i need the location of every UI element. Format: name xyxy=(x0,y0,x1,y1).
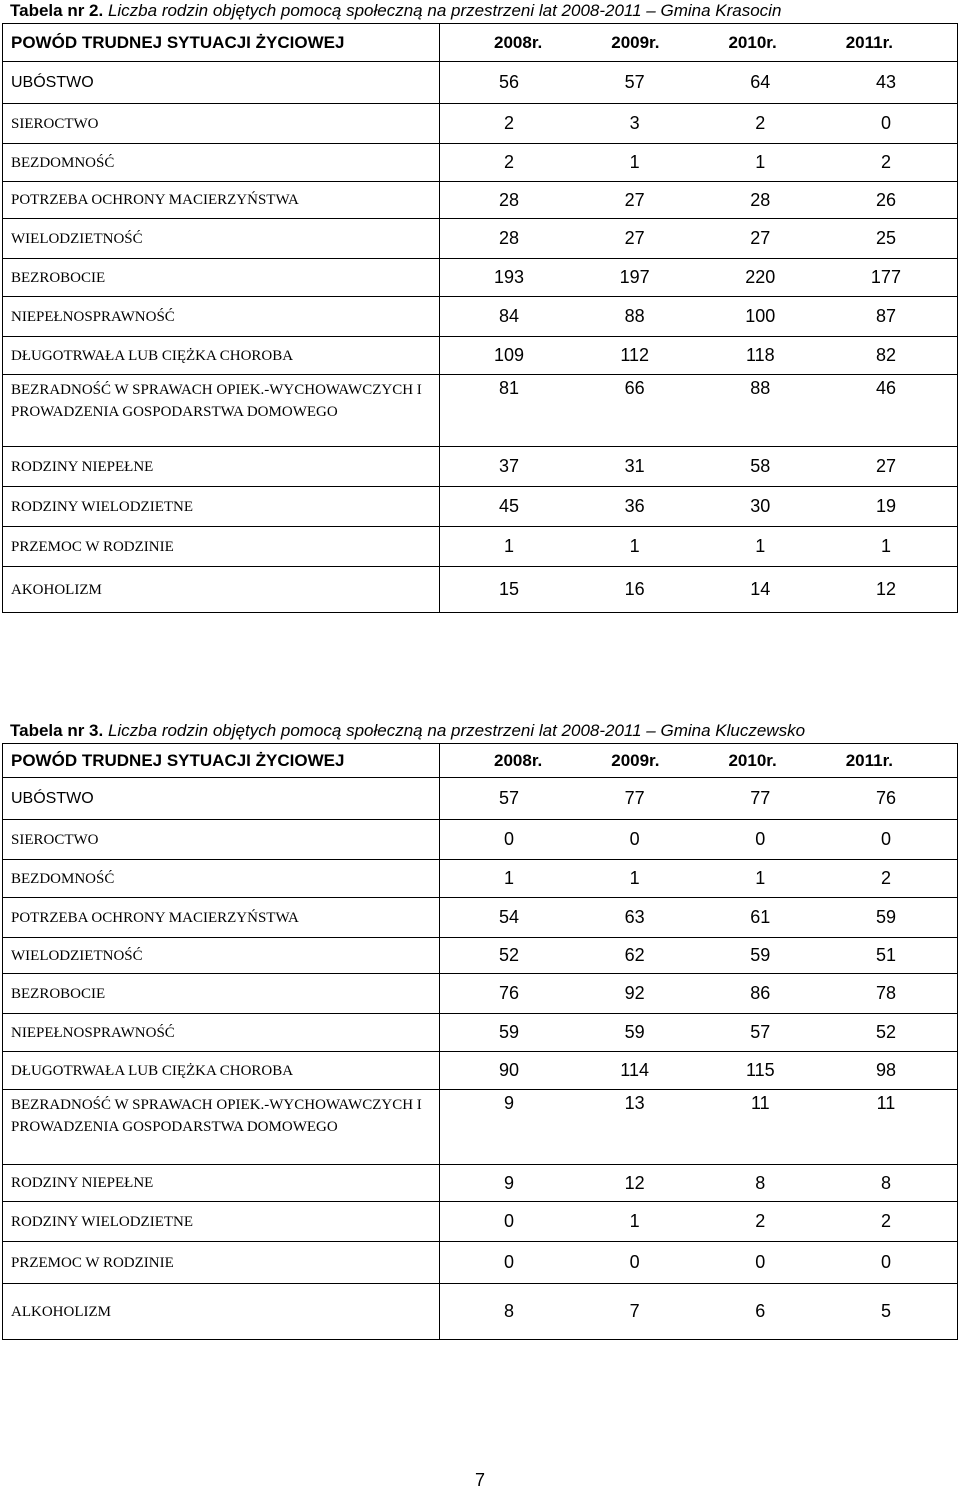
value-cell: 5 xyxy=(880,1301,891,1321)
row-reason: AKOHOLIZM xyxy=(3,567,440,613)
table-row xyxy=(3,938,958,974)
value-cell: 193 xyxy=(494,267,525,287)
table-row xyxy=(3,778,958,820)
table-row xyxy=(3,487,958,527)
header-year: 2009r. xyxy=(611,32,660,52)
value-cell: 0 xyxy=(880,1252,891,1272)
value-cell: 61 xyxy=(750,907,771,927)
value-cell: 1 xyxy=(755,536,766,556)
row-reason: WIELODZIETNOŚĆ xyxy=(3,219,440,259)
table-row xyxy=(3,1052,958,1090)
value-cell: 8 xyxy=(880,1172,891,1193)
value-cell: 88 xyxy=(750,378,771,398)
value-cell: 0 xyxy=(880,113,891,133)
row-values xyxy=(440,860,958,898)
value-cell: 14 xyxy=(750,579,771,599)
table-row xyxy=(3,1090,958,1165)
value-cell: 26 xyxy=(875,189,896,210)
row-reason: BEZRADNOŚĆ W SPRAWACH OPIEK.-WYCHOWAWCZYCH I PROWADZENIA GOSPODARSTWA DOMOWEGO xyxy=(3,375,440,447)
row-reason: NIEPEŁNOSPRAWNOŚĆ xyxy=(3,1014,440,1052)
row-reason: DŁUGOTRWAŁA LUB CIĘŻKA CHOROBA xyxy=(3,337,440,375)
value-cell: 3 xyxy=(629,113,640,133)
table-3-caption-label: Tabela nr 3. xyxy=(10,721,104,740)
value-cell: 31 xyxy=(624,456,645,476)
value-cell: 177 xyxy=(870,267,901,287)
row-reason: RODZINY WIELODZIETNE xyxy=(3,1202,440,1242)
value-cell: 87 xyxy=(875,306,896,326)
value-cell: 8 xyxy=(755,1172,766,1193)
value-cell: 15 xyxy=(498,579,520,599)
page-number: 7 xyxy=(474,1470,485,1490)
value-cell: 63 xyxy=(624,907,645,927)
value-cell: 0 xyxy=(503,1252,514,1272)
row-reason: POTRZEBA OCHRONY MACIERZYŃSTWA xyxy=(3,898,440,938)
header-years xyxy=(440,744,958,778)
value-cell: 0 xyxy=(503,1211,514,1231)
table-row xyxy=(3,1284,958,1340)
value-cell: 82 xyxy=(875,345,896,365)
table-3-header-row xyxy=(3,744,958,778)
row-values xyxy=(440,820,958,860)
value-cell: 77 xyxy=(624,788,645,808)
value-cell: 76 xyxy=(498,983,520,1003)
value-cell: 27 xyxy=(750,228,771,248)
row-values xyxy=(440,1014,958,1052)
value-cell: 13 xyxy=(624,1093,645,1113)
row-reason: ALKOHOLIZM xyxy=(3,1284,440,1340)
value-cell: 197 xyxy=(619,267,650,287)
row-values xyxy=(440,297,958,337)
row-reason: BEZROBOCIE xyxy=(3,259,440,297)
value-cell: 0 xyxy=(755,829,766,849)
value-cell: 0 xyxy=(880,829,891,849)
table-row xyxy=(3,527,958,567)
row-reason: BEZDOMNOŚĆ xyxy=(3,144,440,182)
table-row xyxy=(3,447,958,487)
value-cell: 90 xyxy=(498,1060,520,1080)
value-cell: 51 xyxy=(875,945,896,965)
row-values xyxy=(440,144,958,182)
row-reason: RODZINY WIELODZIETNE xyxy=(3,487,440,527)
row-values xyxy=(440,487,958,527)
header-reason: POWÓD TRUDNEJ SYTUACJI ŻYCIOWEJ xyxy=(3,24,440,62)
value-cell: 54 xyxy=(498,907,520,927)
header-year: 2011r. xyxy=(845,32,893,52)
value-cell: 1 xyxy=(629,868,640,888)
value-cell: 52 xyxy=(875,1022,896,1042)
value-cell: 8 xyxy=(503,1301,514,1321)
value-cell: 1 xyxy=(755,152,766,172)
row-reason: SIEROCTWO xyxy=(3,104,440,144)
value-cell: 115 xyxy=(745,1060,775,1080)
table-3-caption-text: Liczba rodzin objętych pomocą społeczną na przestrzeni lat 2008-2011 – Gmina Kluczewsko xyxy=(107,721,806,740)
row-reason: BEZRADNOŚĆ W SPRAWACH OPIEK.-WYCHOWAWCZYCH I PROWADZENIA GOSPODARSTWA DOMOWEGO xyxy=(3,1090,440,1165)
table-row xyxy=(3,182,958,219)
value-cell: 77 xyxy=(750,788,771,808)
table-row xyxy=(3,219,958,259)
value-cell: 45 xyxy=(498,496,520,516)
value-cell: 1 xyxy=(629,1211,640,1231)
row-reason: NIEPEŁNOSPRAWNOŚĆ xyxy=(3,297,440,337)
value-cell: 9 xyxy=(503,1093,514,1113)
table-row xyxy=(3,62,958,104)
table-row xyxy=(3,974,958,1014)
row-values xyxy=(440,259,958,297)
value-cell: 11 xyxy=(750,1093,770,1113)
value-cell: 28 xyxy=(498,228,520,248)
value-cell: 7 xyxy=(629,1301,640,1321)
value-cell: 1 xyxy=(880,536,891,556)
value-cell: 56 xyxy=(498,72,520,92)
value-cell: 27 xyxy=(624,228,645,248)
value-cell: 88 xyxy=(624,306,645,326)
row-values xyxy=(440,375,958,447)
row-values xyxy=(440,1202,958,1242)
table-row xyxy=(3,820,958,860)
row-values xyxy=(440,527,958,567)
header-year: 2008r. xyxy=(494,32,543,52)
row-values xyxy=(440,447,958,487)
value-cell: 62 xyxy=(624,945,645,965)
value-cell: 1 xyxy=(755,868,766,888)
row-values xyxy=(440,1242,958,1284)
row-values xyxy=(440,974,958,1014)
table-row xyxy=(3,259,958,297)
table-row xyxy=(3,1202,958,1242)
value-cell: 76 xyxy=(875,788,896,808)
value-cell: 64 xyxy=(750,72,771,92)
value-cell: 28 xyxy=(750,189,771,210)
table-2-header-row xyxy=(3,24,958,62)
value-cell: 59 xyxy=(750,945,771,965)
value-cell: 12 xyxy=(624,1172,645,1193)
value-cell: 2 xyxy=(503,152,514,172)
table-3-caption xyxy=(10,720,955,742)
value-cell: 2 xyxy=(503,113,514,133)
row-values xyxy=(440,898,958,938)
value-cell: 27 xyxy=(624,189,645,210)
value-cell: 2 xyxy=(755,1211,766,1231)
table-row xyxy=(3,1242,958,1284)
table-row xyxy=(3,337,958,375)
value-cell: 112 xyxy=(620,345,650,365)
value-cell: 2 xyxy=(880,1211,891,1231)
value-cell: 114 xyxy=(620,1060,649,1080)
value-cell: 0 xyxy=(629,829,640,849)
row-reason: BEZDOMNOŚĆ xyxy=(3,860,440,898)
table-row xyxy=(3,1014,958,1052)
value-cell: 6 xyxy=(755,1301,766,1321)
value-cell: 37 xyxy=(498,456,520,476)
value-cell: 1 xyxy=(629,152,640,172)
table-row xyxy=(3,860,958,898)
value-cell: 57 xyxy=(624,72,645,92)
value-cell: 19 xyxy=(875,496,896,516)
row-values xyxy=(440,182,958,219)
table-row xyxy=(3,567,958,613)
value-cell: 11 xyxy=(876,1093,896,1113)
value-cell: 78 xyxy=(875,983,896,1003)
value-cell: 27 xyxy=(875,456,896,476)
value-cell: 81 xyxy=(498,378,520,398)
value-cell: 1 xyxy=(503,868,514,888)
value-cell: 1 xyxy=(503,536,514,556)
row-values xyxy=(440,337,958,375)
value-cell: 36 xyxy=(624,496,645,516)
table-row xyxy=(3,144,958,182)
value-cell: 46 xyxy=(875,378,896,398)
row-reason: DŁUGOTRWAŁA LUB CIĘŻKA CHOROBA xyxy=(3,1052,440,1090)
value-cell: 2 xyxy=(880,868,891,888)
row-values xyxy=(440,1165,958,1202)
value-cell: 100 xyxy=(745,306,776,326)
value-cell: 98 xyxy=(875,1060,896,1080)
value-cell: 0 xyxy=(503,829,514,849)
value-cell: 66 xyxy=(624,378,645,398)
table-row xyxy=(3,1165,958,1202)
row-values xyxy=(440,1090,958,1165)
header-year: 2010r. xyxy=(728,32,777,52)
row-reason: BEZROBOCIE xyxy=(3,974,440,1014)
value-cell: 57 xyxy=(498,788,520,808)
table-3 xyxy=(2,743,958,1340)
row-values xyxy=(440,567,958,613)
table-row xyxy=(3,297,958,337)
table-2-caption-label: Tabela nr 2. xyxy=(10,1,104,20)
value-cell: 28 xyxy=(498,189,520,210)
table-row xyxy=(3,898,958,938)
value-cell: 57 xyxy=(750,1022,771,1042)
value-cell: 220 xyxy=(745,267,776,287)
row-values xyxy=(440,778,958,820)
value-cell: 59 xyxy=(498,1022,520,1042)
value-cell: 118 xyxy=(745,345,775,365)
header-year: 2011r. xyxy=(845,750,893,770)
value-cell: 2 xyxy=(880,152,891,172)
header-reason: POWÓD TRUDNEJ SYTUACJI ŻYCIOWEJ xyxy=(3,744,440,778)
row-reason: UBÓSTWO xyxy=(3,778,440,820)
value-cell: 16 xyxy=(624,579,645,599)
value-cell: 0 xyxy=(755,1252,766,1272)
row-reason: WIELODZIETNOŚĆ xyxy=(3,938,440,974)
value-cell: 9 xyxy=(503,1172,514,1193)
row-reason: POTRZEBA OCHRONY MACIERZYŃSTWA xyxy=(3,182,440,219)
header-year: 2010r. xyxy=(728,750,777,770)
row-reason: UBÓSTWO xyxy=(3,62,440,104)
row-reason: PRZEMOC W RODZINIE xyxy=(3,1242,440,1284)
value-cell: 1 xyxy=(629,536,640,556)
value-cell: 0 xyxy=(629,1252,640,1272)
value-cell: 30 xyxy=(750,496,771,516)
value-cell: 12 xyxy=(875,579,896,599)
value-cell: 43 xyxy=(875,72,896,92)
row-values xyxy=(440,104,958,144)
value-cell: 59 xyxy=(624,1022,645,1042)
header-years xyxy=(440,24,958,62)
value-cell: 2 xyxy=(755,113,766,133)
table-row xyxy=(3,375,958,447)
value-cell: 84 xyxy=(498,306,520,326)
table-row xyxy=(3,104,958,144)
value-cell: 86 xyxy=(750,983,771,1003)
row-values xyxy=(440,1284,958,1340)
value-cell: 58 xyxy=(750,456,771,476)
table-2-caption xyxy=(10,0,955,22)
header-year: 2009r. xyxy=(611,750,660,770)
header-year: 2008r. xyxy=(494,750,543,770)
row-reason: RODZINY NIEPEŁNE xyxy=(3,447,440,487)
row-values xyxy=(440,62,958,104)
value-cell: 92 xyxy=(624,983,645,1003)
table-2-caption-text: Liczba rodzin objętych pomocą społeczną na przestrzeni lat 2008-2011 – Gmina Krasocin xyxy=(107,1,782,20)
value-cell: 25 xyxy=(875,228,896,248)
row-reason: PRZEMOC W RODZINIE xyxy=(3,527,440,567)
row-values xyxy=(440,1052,958,1090)
value-cell: 52 xyxy=(498,945,520,965)
row-reason: SIEROCTWO xyxy=(3,820,440,860)
value-cell: 59 xyxy=(875,907,896,927)
row-values xyxy=(440,219,958,259)
value-cell: 109 xyxy=(494,345,525,365)
table-2 xyxy=(2,23,958,613)
row-reason: RODZINY NIEPEŁNE xyxy=(3,1165,440,1202)
row-values xyxy=(440,938,958,974)
